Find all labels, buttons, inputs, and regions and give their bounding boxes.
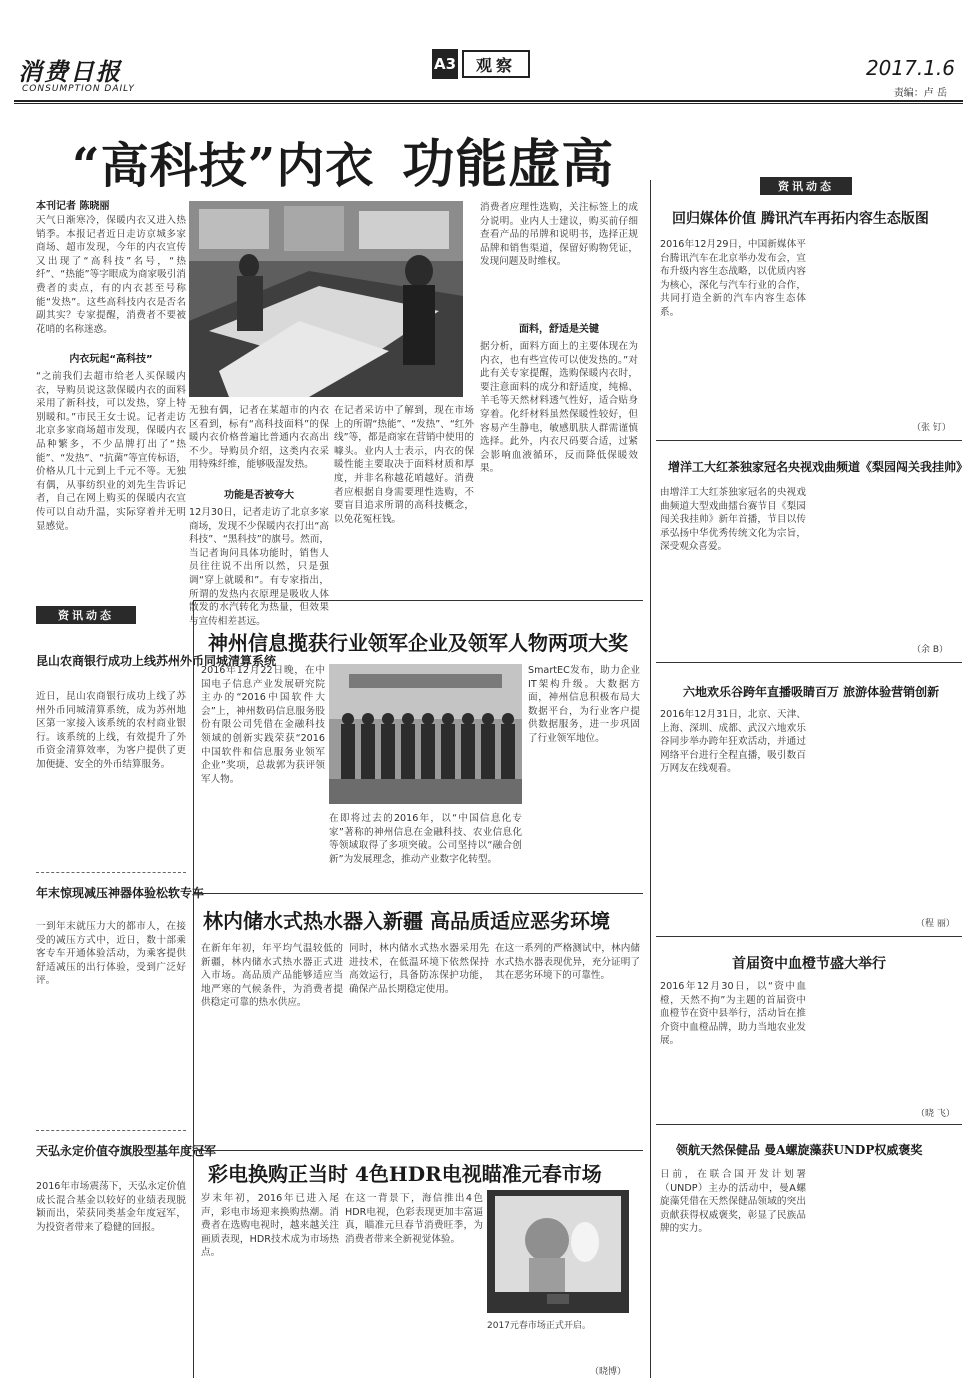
brief-left-item-3-title[interactable]: 天弘永定价值夺旗股型基年度冠军 [36, 1144, 217, 1158]
supermarket-photo-illustration [189, 201, 463, 397]
section-divider [656, 440, 962, 441]
water-heater-headline[interactable]: 林内储水式热水器入新疆 高品质适应恶劣环境 [203, 909, 610, 933]
shenzhou-headline[interactable]: 神州信息揽获行业领军企业及领军人物两项大奖 [208, 631, 628, 655]
lead-subhead-1: 内衣玩起“高科技” [69, 354, 153, 365]
brief-left-item-1-title[interactable]: 昆山农商银行成功上线苏州外币同城清算系统 [36, 654, 277, 668]
brief-right-item-1-title[interactable]: 回归媒体价值 腾讯汽车再拓内容生态版图 [672, 211, 929, 227]
tv-photo [487, 1190, 629, 1313]
lead-col-2: 无独有偶，记者在某超市的内衣区看到，标有“高科技面料”的保暖内衣价格普遍比普通内衣高出不少。导购员介绍，这类内衣采用特殊纤维，能够吸湿发热。 [189, 405, 329, 471]
section-divider [193, 893, 643, 894]
brief-right-item-2-title[interactable]: 增洋工大红茶独家冠名央视戏曲频道《梨园闯关我挂帅》 [668, 460, 969, 474]
tv-screen-illustration [487, 1190, 629, 1313]
brief-right-item-3-body-cont [812, 708, 958, 920]
lead-col-6: 消费者应理性选购，关注标签上的成分说明。业内人士建议，购买前仔细查看产品的吊牌和说明书，选择正规品牌和销售渠道，保留好购物凭证，发现问题及时维权。 [480, 202, 638, 268]
lead-subhead-2: 功能是否被夸大 [224, 490, 294, 501]
brief-right-item-3-body: 2016年12月31日，北京、天津、上海、深圳、成都、武汉六地欢乐谷同步举办跨年狂欢活动，并通过网络平台进行全程直播，吸引数百万网友在线观看。 [660, 709, 806, 775]
masthead [0, 0, 977, 108]
brief-right-item-5-body: 日前，在联合国开发计划署（UNDP）主办的活动中，曼A螺旋藻凭借在天然保健品领域的突出贡献获得权威褒奖，彰显了民族品牌的实力。 [660, 1169, 806, 1235]
section-divider [193, 1150, 643, 1151]
lead-headline [72, 122, 614, 197]
brief-left-item-2-body: 一到年末就压力大的都市人，在接受的减压方式中，近日，数十部乘客专车开通体验活动，为乘客提供舒适减压的出行体验，受到广泛好评。 [36, 921, 186, 987]
column-divider [193, 600, 194, 1378]
newspaper-logo-subtitle: CONSUMPTION DAILY [22, 84, 135, 94]
divider [36, 872, 186, 873]
section-divider [193, 600, 643, 601]
shenzhou-col-3: SmartEC发布，助力企业IT架构升级。大数据方面，神州信息积极布局大数据平台，为行业客户提供数据服务，进一步巩固了行业领军地位。 [528, 665, 640, 744]
issue-date: 2017.1.6 [865, 56, 955, 80]
tv-col-1: 岁末年初，2016年已进入尾声，彩电市场迎来换购热潮。消费者在选购电视时，越来越关注画质表现，HDR技术成为市场热点。 [201, 1193, 339, 1259]
brief-right-item-3-title[interactable]: 六地欢乐谷跨年直播吸睛百万 旅游体验营销创新 [683, 685, 940, 699]
tv-photo-caption: 2017元春市场正式开启。 [487, 1321, 591, 1331]
lead-col-7: 据分析，面料方面上的主要体现在为内衣，也有些宣传可以使发热的。”对此有关专家提醒，选购保暖内衣时，要注意面料的成分和舒适度，纯棉、羊毛等天然材料透气性好，适合贴身穿着。化纤材料虽然保暖性较好，但容易产生静电，敏感肌肤人群需谨慎选择。此外，内衣尺码要合适，过紧会影响血液循环，反而降低保暖效果。 [480, 341, 638, 475]
divider [36, 1130, 186, 1131]
brief-right-item-5-title[interactable]: 领航天然保健品 曼A螺旋藻获UNDP权威褒奖 [676, 1143, 923, 1157]
lead-col-4: 12月30日，记者走访了北京多家商场，发现不少保暖内衣打出“高科技”、“黑科技”的旗号。然而，当记者询问具体功能时，销售人员往往说不出所以然，只是强调“穿上就暖和”。有专家指出，所谓的发热内衣原理是吸收人体散发的水汽转化为热量，但效果与宣传相差甚远。 [189, 507, 329, 627]
brief-right-item-1-body: 2016年12月29日，中国新媒体平台腾讯汽车在北京举办发布会，宣布升级内容生态战略，以优质内容为核心，深化与汽车行业的合作，共同打造全新的汽车内容生态体系。 [660, 239, 806, 318]
page-editor: 责编：卢 岳 [893, 88, 947, 99]
brief-right-item-2-body: 由增洋工大红茶独家冠名的央视戏曲频道大型戏曲擂台赛节目《梨园闯关我挂帅》新年首播，节目以传承弘扬中华优秀传统文化为宗旨，深受观众喜爱。 [660, 487, 806, 553]
shenzhou-col-1: 2016年12月22日晚，在中国电子信息产业发展研究院主办的“2016中国软件大会”上，神州数码信息服务股份有限公司凭借在金融科技领域的创新实践荣获“2016中国软件和信息服务业领军企业”奖项，总裁郭为获评领军人物。 [201, 665, 325, 785]
lead-col-5: 在记者采访中了解到，现在市场上的所谓“热能”、“发热”、“红外线”等，都是商家在营销中使用的噱头。业内人士表示，内衣的保暖性能主要取决于面料材质和厚度，并非名称越花哨越好。消费者应根据自身需要理性选购，不要盲目追求所谓的高科技概念，以免花冤枉钱。 [334, 405, 474, 525]
award-ceremony-illustration [329, 664, 522, 804]
lead-headline-part1: “高科技”内衣 [72, 138, 375, 194]
lead-col-1b: “之前我们去超市给老人买保暖内衣，导购员说这款保暖内衣的面料采用了新科技，可以发热，穿上特别暖和。”市民王女士说。记者走访北京多家商场超市发现，保暖内衣品种繁多，不少品牌打出了“热能”、“发热”、“抗菌”等宣传标语，价格从几十元到上千元不等。无独有偶，从事纺织业的刘先生告诉记者，自己在网上购买的保暖内衣宣传可以自动升温，实际穿着并无明显感觉。 [36, 371, 186, 532]
award-ceremony-photo [329, 664, 522, 804]
brief-right-item-2-signoff: （余 B） [912, 645, 949, 655]
tv-col-2: 在这一背景下，海信推出4色HDR电视，色彩表现更加丰富逼真，瞄准元旦春节消费旺季，为消费者带来全新视觉体验。 [345, 1193, 483, 1245]
water-heater-col-3: 在这一系列的严格测试中，林内储水式热水器表现优异，充分证明了其在恶劣环境下的可靠性。 [495, 943, 640, 982]
brief-right-item-3-signoff: （程 丽） [916, 919, 955, 929]
brief-right-item-2-body-cont [812, 486, 958, 656]
brief-left-box-title: 资讯动态 [36, 606, 136, 624]
section-name: 观察 [462, 50, 530, 78]
tv-signoff: （晓博） [590, 1367, 627, 1377]
lead-photo [189, 201, 463, 397]
brief-left-item-2-title[interactable]: 年末惊现减压神器体验松软专车 [36, 886, 205, 900]
brief-left-item-1-body: 近日，昆山农商银行成功上线了苏州外币同城清算系统，成为苏州地区第一家接入该系统的农村商业银行。该系统的上线，有效提升了外币资金清算效率，为客户提供了更加便捷、安全的外币结算服务。 [36, 691, 186, 770]
brief-right-item-4-signoff: （晓 飞） [916, 1109, 955, 1119]
newspaper-logo: 消费日报 [18, 57, 122, 86]
lead-subhead-3: 面料，舒适是关键 [519, 324, 599, 335]
lead-col-1: 天气日渐寒冷，保暖内衣又进入热销季。本报记者近日走访京城多家商场、超市发现，今年的内衣宣传又出现了“高科技”名号，“热纤”、“热能”等字眼成为商家吸引消费者的卖点，有的内衣甚至号称能“发热”。这些高科技内衣是否名副其实？专家提醒，消费者不要被花哨的名称迷惑。 [36, 215, 186, 335]
brief-right-item-4-body-cont [812, 980, 958, 1104]
page-number: A3 [432, 49, 458, 79]
shenzhou-col-2: 在即将过去的2016年，以“中国信息化专家”著称的神州信息在金融科技、农业信息化等领域取得了多项突破。公司坚持以“融合创新”为发展理念，推动产业数字化转型。 [329, 813, 522, 865]
brief-right-item-1-signoff: （张 钉） [912, 423, 951, 433]
water-heater-col-2: 同时，林内储水式热水器采用先进技术，在低温环境下依然保持高效运行，具备防冻保护功能，确保产品长期稳定使用。 [349, 943, 489, 995]
brief-right-item-1-body-cont [812, 238, 958, 418]
section-divider [656, 1124, 962, 1125]
water-heater-col-1: 在新年年初，年平均气温较低的新疆，林内储水式热水器正式进入市场。高品质产品能够适应当地严寒的气候条件，为消费者提供稳定可靠的热水供应。 [201, 943, 343, 1009]
lead-byline: 本刊记者 陈晓丽 [36, 201, 110, 212]
brief-right-item-4-title[interactable]: 首届资中血橙节盛大举行 [732, 956, 886, 972]
brief-right-item-4-body: 2016年12月30日，以“资中血橙，天然不拘”为主题的首届资中血橙节在资中县举行，活动旨在推介资中血橙品牌，助力当地农业发展。 [660, 981, 806, 1047]
brief-left-item-3-body: 2016年市场震荡下，天弘永定价值成长混合基金以较好的业绩表现脱颖而出，荣获同类基金年度冠军，为投资者带来了稳健的回报。 [36, 1181, 186, 1233]
brief-right-box-title: 资讯动态 [760, 177, 852, 195]
section-divider [656, 936, 962, 937]
masthead-rule [14, 100, 963, 104]
lead-headline-part2: 功能虚高 [402, 135, 615, 195]
column-divider [650, 180, 651, 1378]
tv-headline[interactable]: 彩电换购正当时 4色HDR电视瞄准元春市场 [208, 1162, 602, 1186]
brief-right-item-5-body-cont [812, 1168, 958, 1372]
section-divider [656, 662, 962, 663]
